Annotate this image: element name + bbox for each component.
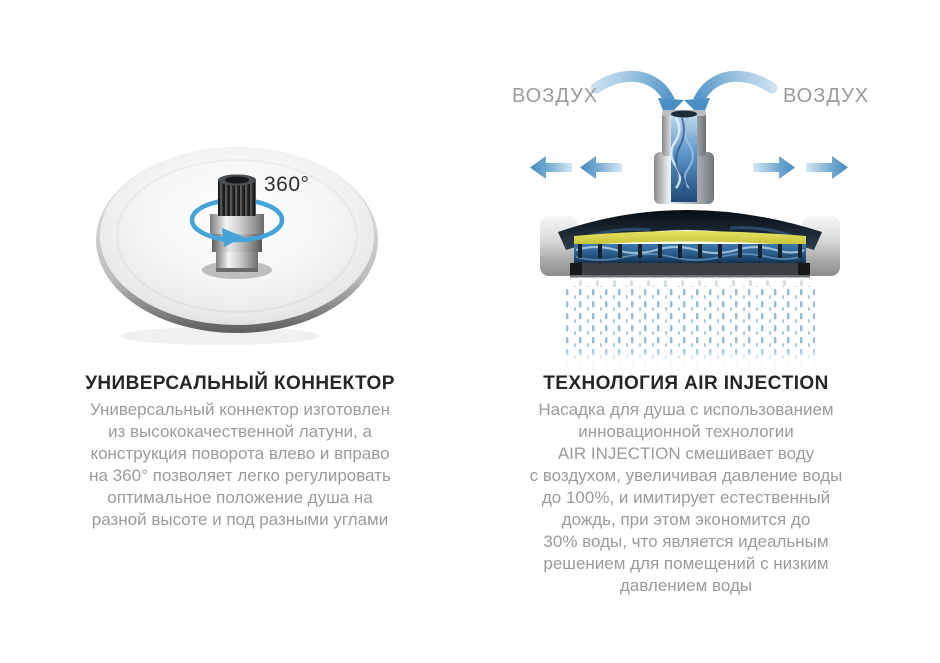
- text-line: на 360° позволяет легко регулировать: [89, 466, 391, 485]
- text-line: оптимальное положение душа на: [107, 488, 373, 507]
- showerhead-cross-section: [540, 210, 840, 286]
- connector-rings: [210, 214, 264, 272]
- showerhead-disc-graphic: [60, 110, 420, 376]
- showerhead-rotation-figure: [60, 110, 420, 376]
- rotation-degrees-label: 360°: [264, 173, 310, 196]
- right-section-description: [466, 399, 906, 597]
- text-line: с воздухом, увеличивая давление воды: [529, 466, 843, 485]
- text-line: разной высоте и под разными углами: [91, 510, 389, 529]
- air-label-right: ВОЗДУХ: [783, 85, 870, 107]
- text-line: решением для помещений с низким: [543, 554, 829, 573]
- air-label-left: ВОЗДУХ: [512, 85, 599, 107]
- left-section-title: УНИВЕРСАЛЬНЫЙ КОННЕКТОР: [85, 373, 395, 394]
- water-inlet-pipe: [654, 110, 714, 204]
- text-line: давлением воды: [619, 576, 753, 595]
- air-arrow-right-outer: [806, 156, 848, 179]
- air-arrow-left-inner: [580, 156, 622, 179]
- text-line: из высококачественной латуни, а: [108, 422, 372, 441]
- nozzle-plate: [570, 263, 810, 277]
- air-arrow-right-inner: [753, 156, 795, 179]
- text-line: до 100%, и имитирует естественный: [541, 488, 831, 507]
- text-line: дождь, при этом экономится до: [561, 510, 811, 529]
- left-section-description: [20, 399, 460, 531]
- right-section-title: ТЕХНОЛОГИЯ AIR INJECTION: [543, 373, 829, 394]
- text-line: инновационной технологии: [578, 422, 794, 441]
- connector-cap-opening: [225, 177, 249, 184]
- water-rain: [565, 286, 815, 366]
- air-arrow-left-outer: [530, 156, 572, 179]
- text-line: Универсальный коннектор изготовлен: [89, 400, 391, 419]
- nozzle-pins: [574, 277, 806, 286]
- text-line: конструкция поворота влево и вправо: [90, 444, 390, 463]
- air-injection-figure: [470, 60, 930, 372]
- text-line: 30% воды, что является идеальным: [543, 532, 829, 551]
- text-line: Насадка для душа с использованием: [538, 400, 834, 419]
- chamber-posts: [574, 244, 806, 263]
- text-line: AIR INJECTION смешивает воду: [557, 444, 815, 463]
